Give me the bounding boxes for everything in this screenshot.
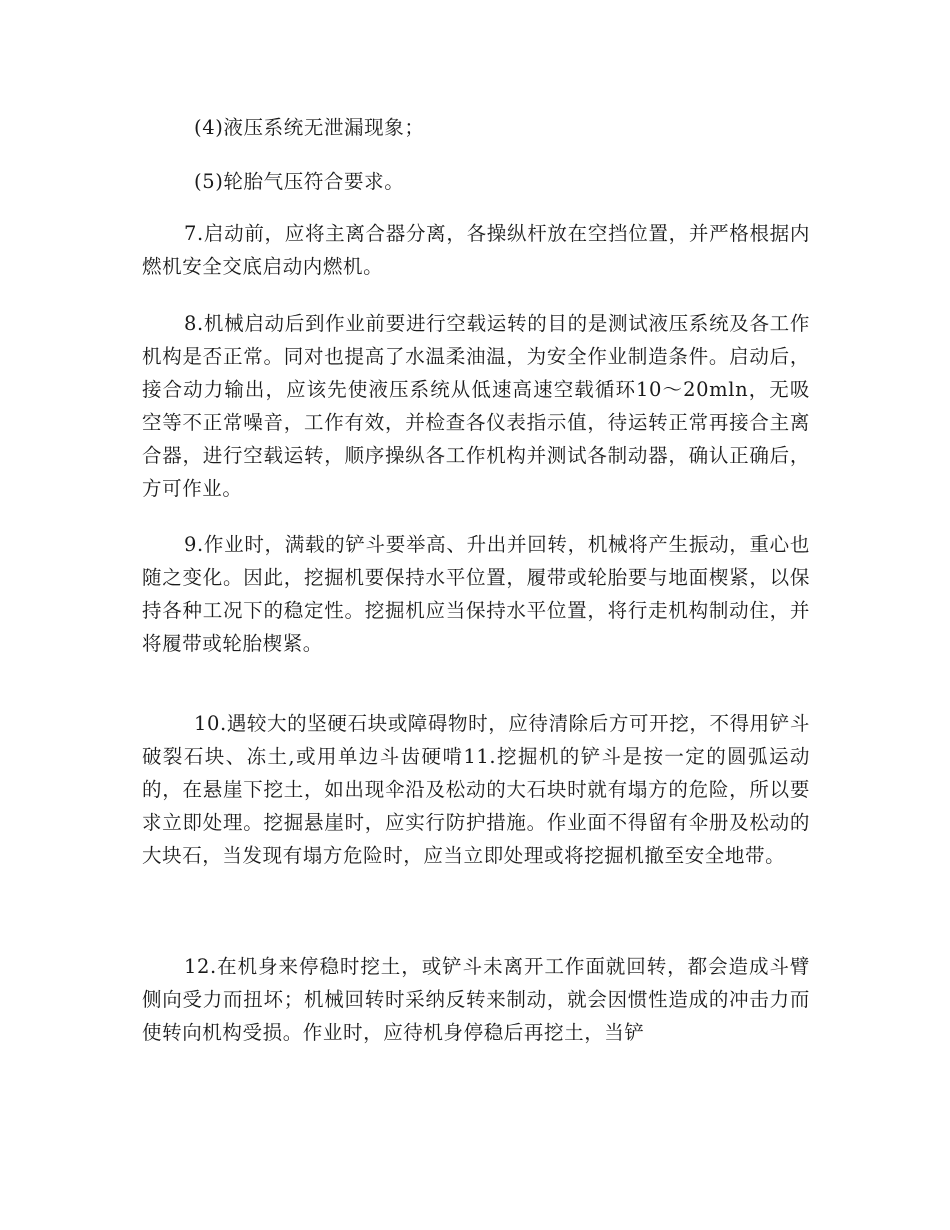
paragraph-item-4: (4)液压系统无泄漏现象；	[194, 116, 425, 139]
paragraph-12: 12.在机身来停稳时挖土，或铲斗未离开工作面就回转，都会造成斗臂侧向受力而扭坏；机械回转时采纳反转来制动，就会因惯性造成的冲击力而使转向机构受损。作业时，应待机身停稳后再挖土，当铲	[142, 955, 810, 1044]
paragraph-10-11: 10.遇较大的坚硬石块或障碍物时，应待清除后方可开挖，不得用铲斗破裂石块、冻土,或用单边斗齿硬啃11.挖掘机的铲斗是按一定的圆弧运动的，在悬崖下挖土，如出现伞沿及松动的大石块时就有塌方的危险，所以要求立即处理。挖掘悬崖时，应实行防护措施。作业面不得留有伞册及松动的大块石，当发现有塌方危险时，应当立即处理或将挖掘机撤至安全地带。	[142, 712, 810, 867]
paragraph-8: 8.机械启动后到作业前要进行空载运转的目的是测试液压系统及各工作机构是否正常。同对也提高了水温柔油温，为安全作业制造条件。启动后，接合动力输出，应该先使液压系统从低速高速空载循环10～20mln，无吸空等不正常噪音，工作有效，并检查各仪表指示值，待运转正常再接合主离合器，进行空载运转，顺序操纵各工作机构并测试各制动器，确认正确后，方可作业。	[142, 312, 810, 500]
paragraph-7: 7.启动前，应将主离合器分离，各操纵杆放在空挡位置，并严格根据内燃机安全交底启动内燃机。	[142, 222, 810, 278]
paragraph-item-5: (5)轮胎气压符合要求。	[194, 170, 405, 193]
paragraph-9: 9.作业时，满载的铲斗要举高、升出并回转，机械将产生振动，重心也随之变化。因此，挖掘机要保持水平位置，履带或轮胎要与地面楔紧，以保持各种工况下的稳定性。挖掘机应当保持水平位置，将行走机构制动住，并将履带或轮胎楔紧。	[142, 533, 810, 655]
